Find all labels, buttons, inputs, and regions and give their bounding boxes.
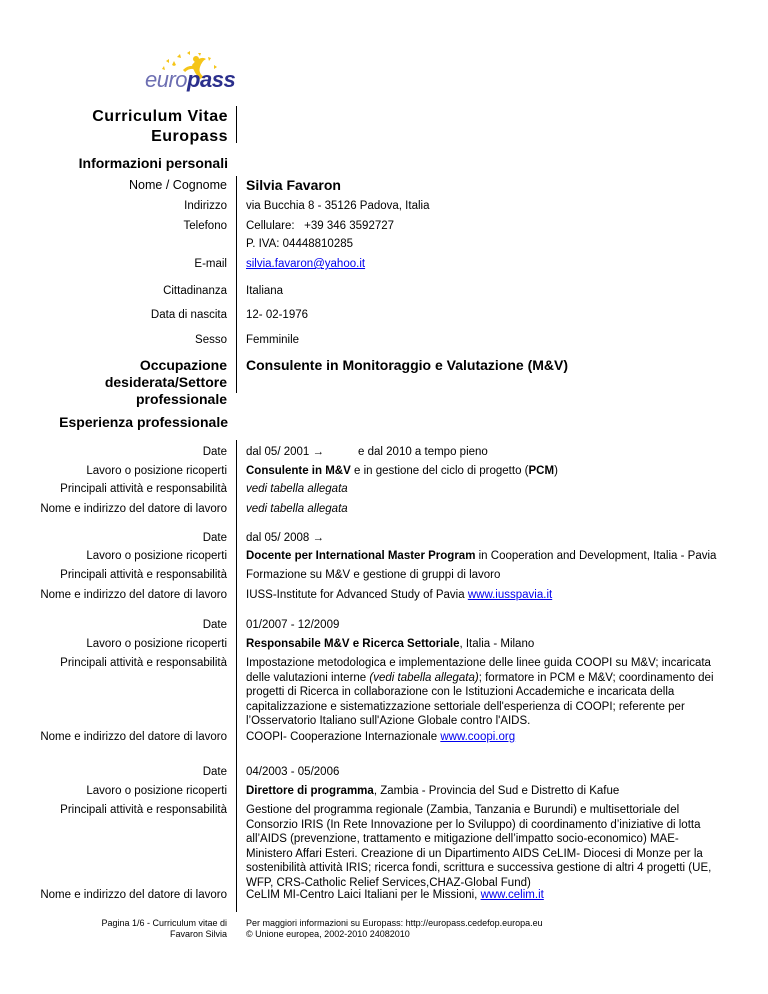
activities-label: Principali attività e responsabilità xyxy=(60,804,227,816)
footer-info-line2: © Unione europea, 2002-2010 24082010 xyxy=(246,929,410,939)
phone-number: +39 346 3592727 xyxy=(304,220,395,232)
date-label: Date xyxy=(202,532,227,544)
footer-info-line1: Per maggiori informazioni su Europass: http://europass.cedefop.europa.eu xyxy=(246,918,543,928)
position-title: Direttore di programma xyxy=(246,785,374,797)
section-personal-info: Informazioni personali xyxy=(78,155,228,171)
entry-activities: vedi tabella allegata xyxy=(246,483,348,495)
position-label: Lavoro o posizione ricoperti xyxy=(86,785,227,797)
footer-page-line2: Favaron Silvia xyxy=(169,929,227,939)
footer-page-line1: Pagina 1/6 - Curriculum vitae di xyxy=(101,918,227,928)
employer-link[interactable]: www.iusspavia.it xyxy=(467,589,553,601)
employer-name: IUSS-Institute for Advanced Study of Pavia xyxy=(246,589,468,601)
cv-title xyxy=(92,107,228,147)
section-experience: Esperienza professionale xyxy=(59,414,228,430)
citizenship-value: Italiana xyxy=(246,285,284,297)
position-detail: , Zambia - Provincia del Sud e Distretto di Kafue xyxy=(373,785,620,797)
entry-position xyxy=(246,638,534,650)
activities-label: Principali attività e responsabilità xyxy=(60,657,227,669)
employer-link[interactable]: www.coopi.org xyxy=(440,731,516,743)
position-detail: e in gestione del ciclo di progetto ( xyxy=(350,465,529,477)
divider-line xyxy=(236,106,237,143)
name-label: Nome / Cognome xyxy=(129,178,227,192)
employer-link[interactable]: www.celim.it xyxy=(480,889,544,901)
footer-europass-info xyxy=(246,918,543,940)
position-detail: , Italia - Milano xyxy=(459,638,535,650)
divider-line xyxy=(236,176,237,393)
occupation-label xyxy=(105,357,227,408)
date-label: Date xyxy=(202,619,227,631)
activities-note: (vedi tabella allegata) xyxy=(369,671,479,684)
position-label: Lavoro o posizione ricoperti xyxy=(86,550,227,562)
entry-date xyxy=(246,446,488,458)
entry-activities: Gestione del programma regionale (Zambia, Tanzania e Burundi) e multisettoriale del Consorzio IRIS (In Rete Innovazione per lo Sviluppo) di coordinamento d’iniziative di lotta all’AIDS (prevenzione, trattamento e mitigazione dell’impatto socio-economico) MAE-Ministero Affari Esteri. Creazione di un Dipartimento AIDS CeLIM- Diocesi di Monze per la sostenibilità attività IRIS; ricerca fondi, scrittura e successiva gestione di altri 4 progetti (UE, WFP, CRS-Catholic Relief Services,CHAZ-Global Fund) xyxy=(246,804,712,889)
position-label: Lavoro o posizione ricoperti xyxy=(86,638,227,650)
logo-text-euro: euro xyxy=(145,67,188,92)
employer-label: Nome e indirizzo del datore di lavoro xyxy=(40,731,227,743)
position-acronym: PCM xyxy=(528,465,555,477)
position-detail: in Cooperation and Development, Italia - Pavia xyxy=(475,550,717,562)
activities-label: Principali attività e responsabilità xyxy=(60,483,227,495)
date-label: Date xyxy=(202,766,227,778)
phone-value xyxy=(246,220,394,232)
occupation-value: Consulente in Monitoraggio e Valutazione (M&V) xyxy=(246,357,569,373)
activities-text-cont: ; formatore in PCM e M&V; coordinamento dei progetti di Ricerca in collaborazione con le Istituzioni Accademiche e incaricata della capitalizzazione e sistematizzazione settoriale dell'esperienza di COOPI; referente per l’Osservatorio Italiano sull'Azione Globale contro l'AIDS. xyxy=(246,671,714,727)
citizenship-label: Cittadinanza xyxy=(163,285,227,297)
position-title: Docente per International Master Program xyxy=(246,550,476,562)
employer-label: Nome e indirizzo del datore di lavoro xyxy=(40,503,227,515)
entry-position xyxy=(246,465,558,477)
entry-position xyxy=(246,785,619,797)
birth-label: Data di nascita xyxy=(150,309,227,321)
full-name: Silvia Favaron xyxy=(246,177,341,193)
entry-date: dal 05/ 2008 → xyxy=(246,532,325,544)
email-link[interactable]: silvia.favaron@yahoo.it xyxy=(246,258,366,270)
sex-value: Femminile xyxy=(246,334,300,346)
position-detail-end: ) xyxy=(554,465,558,477)
activities-text: Impostazione metodologica e implementazione delle linee guida COOPI su M&V; incaricata delle valutazioni interne xyxy=(246,657,711,684)
entry-employer xyxy=(246,731,515,743)
occupation-label-line1: Occupazione xyxy=(139,357,227,373)
europass-logo xyxy=(132,45,252,105)
date-label: Date xyxy=(202,446,227,458)
employer-name: COOPI- Cooperazione Internazionale xyxy=(246,731,441,743)
entry-position xyxy=(246,550,716,562)
entry-date: 04/2003 - 05/2006 xyxy=(246,766,340,778)
address-value: via Bucchia 8 - 35126 Padova, Italia xyxy=(246,200,430,212)
position-label: Lavoro o posizione ricoperti xyxy=(86,465,227,477)
entry-activities xyxy=(246,656,716,729)
phone-prefix: Cellulare: xyxy=(246,220,295,232)
birth-value: 12- 02-1976 xyxy=(246,309,309,321)
entry-employer xyxy=(246,889,544,901)
occupation-label-line3: professionale xyxy=(135,391,227,407)
sex-label: Sesso xyxy=(195,334,227,346)
cv-title-line2: Europass xyxy=(151,128,228,145)
position-title: Responsabile M&V e Ricerca Settoriale xyxy=(246,638,460,650)
footer-page-info xyxy=(101,918,227,940)
entry-activities: Formazione su M&V e gestione di gruppi di lavoro xyxy=(246,569,501,581)
phone-label: Telefono xyxy=(183,220,227,232)
divider-line xyxy=(236,440,237,912)
entry-date-extra: e dal 2010 a tempo pieno xyxy=(358,446,488,458)
email-label: E-mail xyxy=(194,258,227,270)
entry-date: 01/2007 - 12/2009 xyxy=(246,619,340,631)
employer-label: Nome e indirizzo del datore di lavoro xyxy=(40,589,227,601)
entry-date-value: dal 05/ 2001 → xyxy=(246,446,325,458)
address-label: Indirizzo xyxy=(184,200,227,212)
cv-title-line1: Curriculum Vitae xyxy=(92,108,228,125)
occupation-label-line2: desiderata/Settore xyxy=(104,374,227,390)
entry-employer xyxy=(246,589,552,601)
employer-name: CeLIM MI-Centro Laici Italiani per le Missioni, xyxy=(246,889,481,901)
position-title: Consulente in M&V xyxy=(246,465,351,477)
logo-text-pass: pass xyxy=(187,67,236,92)
vat-number: P. IVA: 04448810285 xyxy=(246,238,354,250)
employer-label: Nome e indirizzo del datore di lavoro xyxy=(40,889,227,901)
activities-label: Principali attività e responsabilità xyxy=(60,569,227,581)
entry-employer: vedi tabella allegata xyxy=(246,503,348,515)
